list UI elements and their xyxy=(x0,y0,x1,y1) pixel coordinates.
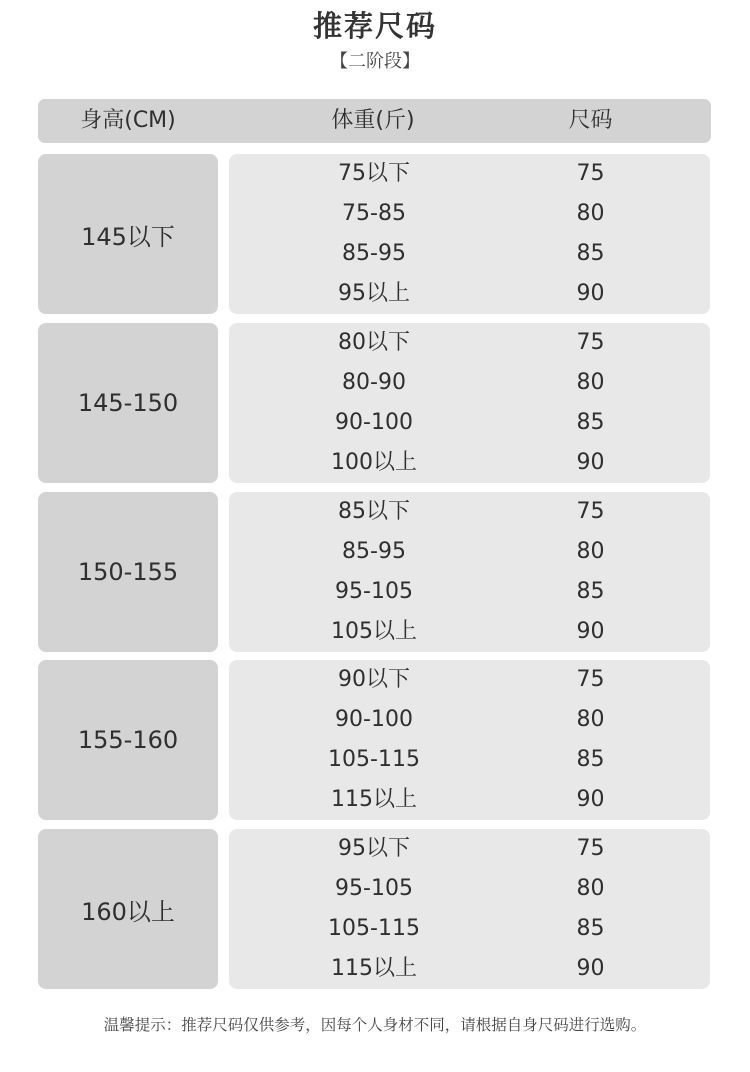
weight-cell: 95以下 xyxy=(338,836,410,861)
table-row xyxy=(229,909,710,949)
weight-cell: 115以上 xyxy=(331,956,417,981)
size-cell: 90 xyxy=(576,281,605,306)
height-range-cell: 145以下 xyxy=(38,154,218,314)
weight-cell: 90-100 xyxy=(335,410,413,435)
size-cell: 80 xyxy=(576,370,605,395)
size-cell: 80 xyxy=(576,201,605,226)
size-cell: 85 xyxy=(576,579,605,604)
height-range-cell: 150-155 xyxy=(38,492,218,652)
weight-size-rows xyxy=(229,323,710,483)
size-cell: 90 xyxy=(576,619,605,644)
table-row xyxy=(229,612,710,652)
weight-size-rows xyxy=(229,829,710,989)
table-row xyxy=(229,492,710,532)
weight-cell: 75-85 xyxy=(342,201,406,226)
table-header xyxy=(38,99,711,143)
table-row xyxy=(229,740,710,780)
weight-size-rows xyxy=(229,154,710,314)
table-row xyxy=(229,660,710,700)
weight-cell: 105以上 xyxy=(331,619,417,644)
table-row xyxy=(229,780,710,820)
header-size: 尺码 xyxy=(568,108,613,133)
height-range-cell: 160以上 xyxy=(38,829,218,989)
page-subtitle: 【二阶段】 xyxy=(330,51,420,72)
table-row xyxy=(229,274,710,314)
header-weight: 体重(斤) xyxy=(331,108,415,133)
table-row xyxy=(229,154,710,194)
size-cell: 90 xyxy=(576,450,605,475)
weight-cell: 90-100 xyxy=(335,707,413,732)
table-row xyxy=(229,532,710,572)
size-group xyxy=(38,492,711,652)
weight-cell: 90以下 xyxy=(338,667,410,692)
size-cell: 75 xyxy=(576,161,605,186)
size-group xyxy=(38,154,711,314)
weight-cell: 115以上 xyxy=(331,787,417,812)
weight-cell: 85以下 xyxy=(338,499,410,524)
size-cell: 85 xyxy=(576,916,605,941)
table-row xyxy=(229,323,710,363)
size-group xyxy=(38,660,711,820)
size-cell: 75 xyxy=(576,499,605,524)
table-row xyxy=(229,234,710,274)
weight-cell: 85-95 xyxy=(342,539,406,564)
height-range-cell: 145-150 xyxy=(38,323,218,483)
size-cell: 75 xyxy=(576,667,605,692)
size-cell: 80 xyxy=(576,707,605,732)
table-row xyxy=(229,949,710,989)
height-range-cell: 155-160 xyxy=(38,660,218,820)
size-cell: 85 xyxy=(576,747,605,772)
weight-cell: 105-115 xyxy=(328,747,420,772)
table-row xyxy=(229,403,710,443)
size-group xyxy=(38,829,711,989)
header-height: 身高(CM) xyxy=(80,108,176,133)
weight-cell: 80以下 xyxy=(338,330,410,355)
weight-cell: 95-105 xyxy=(335,579,413,604)
weight-size-rows xyxy=(229,492,710,652)
table-row xyxy=(229,572,710,612)
table-row xyxy=(229,443,710,483)
weight-cell: 75以下 xyxy=(338,161,410,186)
size-group xyxy=(38,323,711,483)
weight-cell: 95以上 xyxy=(338,281,410,306)
size-cell: 85 xyxy=(576,410,605,435)
table-row xyxy=(229,700,710,740)
table-row xyxy=(229,194,710,234)
table-row xyxy=(229,363,710,403)
size-cell: 85 xyxy=(576,241,605,266)
size-tip-note: 温馨提示：推荐尺码仅供参考，因每个人身材不同，请根据自身尺码进行选购。 xyxy=(103,1016,647,1034)
weight-cell: 80-90 xyxy=(342,370,406,395)
size-cell: 75 xyxy=(576,330,605,355)
weight-cell: 100以上 xyxy=(331,450,417,475)
weight-cell: 85-95 xyxy=(342,241,406,266)
size-cell: 75 xyxy=(576,836,605,861)
size-cell: 80 xyxy=(576,876,605,901)
weight-cell: 95-105 xyxy=(335,876,413,901)
table-row xyxy=(229,869,710,909)
size-cell: 90 xyxy=(576,787,605,812)
size-cell: 90 xyxy=(576,956,605,981)
weight-size-rows xyxy=(229,660,710,820)
size-cell: 80 xyxy=(576,539,605,564)
weight-cell: 105-115 xyxy=(328,916,420,941)
table-row xyxy=(229,829,710,869)
page-title: 推荐尺码 xyxy=(312,9,437,43)
